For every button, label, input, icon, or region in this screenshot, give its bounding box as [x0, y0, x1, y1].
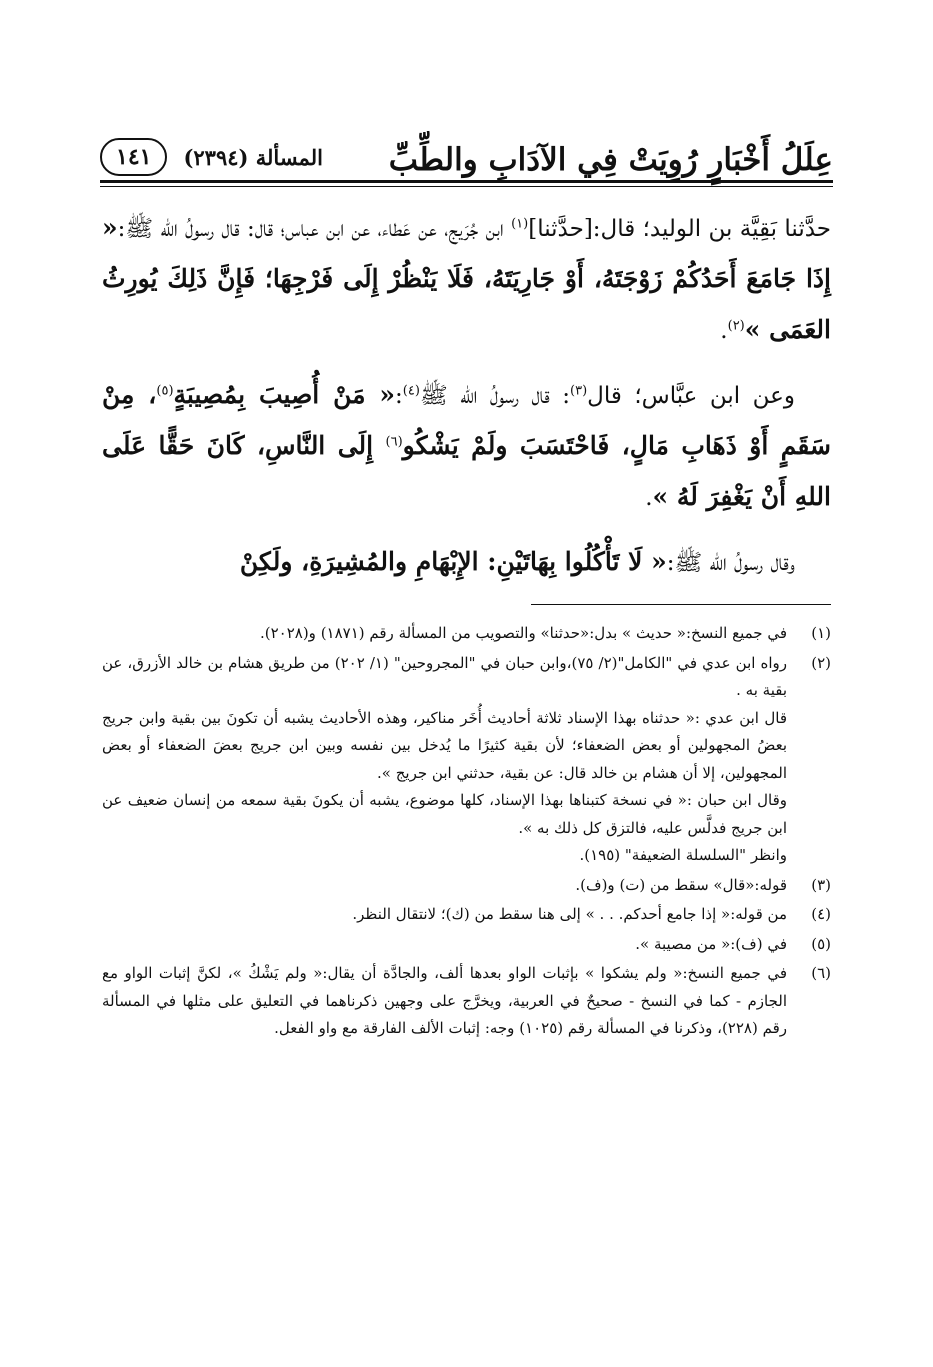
- footnote-line: قوله:«قال» سقط من (ت) و(ف).: [575, 875, 787, 894]
- main-text: [102, 203, 831, 602]
- text-segment: :: [395, 383, 403, 409]
- footnote-3: [102, 872, 831, 900]
- text-segment: : قال رسولُ الله ﷺ: [419, 383, 570, 409]
- footnote-line: وانظر "السلسلة الضعيفة" (١٩٥).: [579, 846, 787, 864]
- footnote-number: (٦): [811, 964, 831, 982]
- footnote-5: [102, 931, 831, 959]
- footnotes: [102, 620, 831, 1045]
- paragraph-2: [102, 370, 831, 523]
- footnote-number: (٣): [811, 875, 831, 894]
- footnote-1: [102, 620, 831, 648]
- footnote-line: في (ف):« من مصيبة ».: [635, 934, 787, 953]
- footnote-number: (٥): [811, 934, 831, 953]
- footnote-2: [102, 650, 831, 870]
- text-segment: وعن ابن عبَّاس؛ قال: [587, 383, 795, 409]
- footnote-ref: (٥): [156, 383, 174, 399]
- footnote-number: (٤): [811, 905, 831, 923]
- header-rule: [100, 180, 833, 183]
- footnote-line: قال ابن عدي :« حدثناه بهذا الإسناد ثلاثة أحاديث أُخَر مناكير، وهذه الأحاديث يشبه أن تكونَ بين بقية وابن جريج بعضُ المجهولين أو بعض الضعفاء؛ لأن بقية كثيرًا ما يُدخل بين نفسه وبين ابن جريج بعضَ الضعفاء أو بعض المجهولين، إلا أن هشام بن خالد قال: عن بقية، حدثني ابن جريج ».: [102, 708, 787, 782]
- footnote-number: (١): [811, 624, 831, 642]
- hadith-text: « مَنْ أُصِيبَ بِمُصِيبَةٍ: [173, 380, 396, 409]
- page-number: ١٤١: [100, 138, 167, 176]
- header-rule-thin: [100, 186, 833, 187]
- footnote-line: رواه ابن عدي في "الكامل"(٢/ ٧٥)،وابن حبان في "المجروحين" (١/ ٢٠٢) من طريق هشام بن خالد الأزرق، عن بقية به .: [102, 653, 787, 699]
- footnote-ref: (١): [511, 216, 529, 232]
- footnote-body: [102, 872, 787, 900]
- issue-label: المسألة (٢٣٩٤): [183, 144, 323, 170]
- footnote-body: [102, 960, 787, 1043]
- footnote-line: من قوله:« إذا جامع أحدكم. . . » إلى هنا سقط من (ك)؛ لانتقال النظر.: [352, 905, 787, 923]
- paragraph-1: [102, 203, 831, 356]
- footnote-line: وقال ابن حبان :« في نسخة كتبناها بهذا الإسناد، كلها موضوع، يشبه أن يكونَ بقية سمعه من إنسان ضعيف عن ابن جريج فدلَّس عليه، فالتزق كل ذلك به ».: [102, 791, 787, 837]
- page-header: [100, 118, 833, 176]
- footnote-ref: (٤): [402, 383, 420, 399]
- footnote-body: [102, 620, 787, 648]
- footnote-separator: [531, 604, 831, 605]
- hadith-text: « لَا تَأْكُلُوا بِهَاتَيْنِ: الإِبْهَامِ والمُشِيرَةِ، ولَكِنْ: [239, 547, 667, 576]
- text-segment: .: [720, 318, 728, 344]
- footnote-4: [102, 901, 831, 929]
- text-segment: وقال رسولُ الله ﷺ:: [666, 550, 795, 576]
- footnote-body: [102, 931, 787, 959]
- footnote-ref: (٣): [570, 383, 588, 399]
- hadith-text: « إِذَا جَامَعَ أَحَدُكُمْ زَوْجَتَهُ، أَوْ جَارِيَتَهُ، فَلَا يَنْظُرْ إِلَى فَرْجِهَا؛ فَإِنَّ ذَلِكَ يُورِثُ العَمَى »: [102, 213, 831, 344]
- text-segment: حدَّثنا بَقِيَّة بن الوليد؛ قال:[حدَّثنا]: [528, 216, 832, 242]
- header-meta: [100, 138, 323, 176]
- book-title: عِلَلُ أَخْبَارٍ رُوِيَتْ فِي الآدَابِ والطِّبِّ: [388, 142, 833, 178]
- text-segment: ابن جُرَيج، عن عَطاء، عن ابن عباس؛ قال: قال رسولُ الله ﷺ:: [117, 216, 512, 242]
- hadith-text: ، مِنْ سَقَمٍ أَوْ ذَهَابِ مَالٍ، فَاحْتَسَبَ ولَمْ يَشْكُو: [102, 380, 831, 460]
- footnote-number: (٢): [811, 653, 831, 672]
- footnote-body: [102, 901, 787, 929]
- footnote-body: [102, 650, 787, 870]
- text-segment: .: [645, 485, 653, 511]
- hadith-text: إِلَى النَّاسِ، كَانَ حَقًّا عَلَى اللهِ أَنْ يَغْفِرَ لَهُ »: [102, 431, 831, 511]
- footnote-ref: (٦): [385, 434, 403, 450]
- footnote-line: في جميع النسخ:« ولم يشكوا » بإثبات الواو بعدها ألف، والجادَّة أن يقال:« ولم يَشْكُ »، لكنَّ إثبات الواو مع الجازم - كما في النسخ - صحيحٌ في العربية، ويخرَّج على وجهين ذكرناهما في التعليق على مثلها في المسألة رقم (٢٢٨)، وذكرنا في المسألة رقم (١٠٢٥) وجه: إثبات الألف الفارقة مع واو الفعل.: [102, 964, 787, 1037]
- paragraph-3: [102, 537, 831, 588]
- footnote-line: في جميع النسخ:« حديث » بدل:«حدثنا» والتصويب من المسألة رقم (١٨٧١) و(٢٠٢٨).: [259, 624, 787, 642]
- footnote-6: [102, 960, 831, 1043]
- footnote-ref: (٢): [727, 318, 745, 334]
